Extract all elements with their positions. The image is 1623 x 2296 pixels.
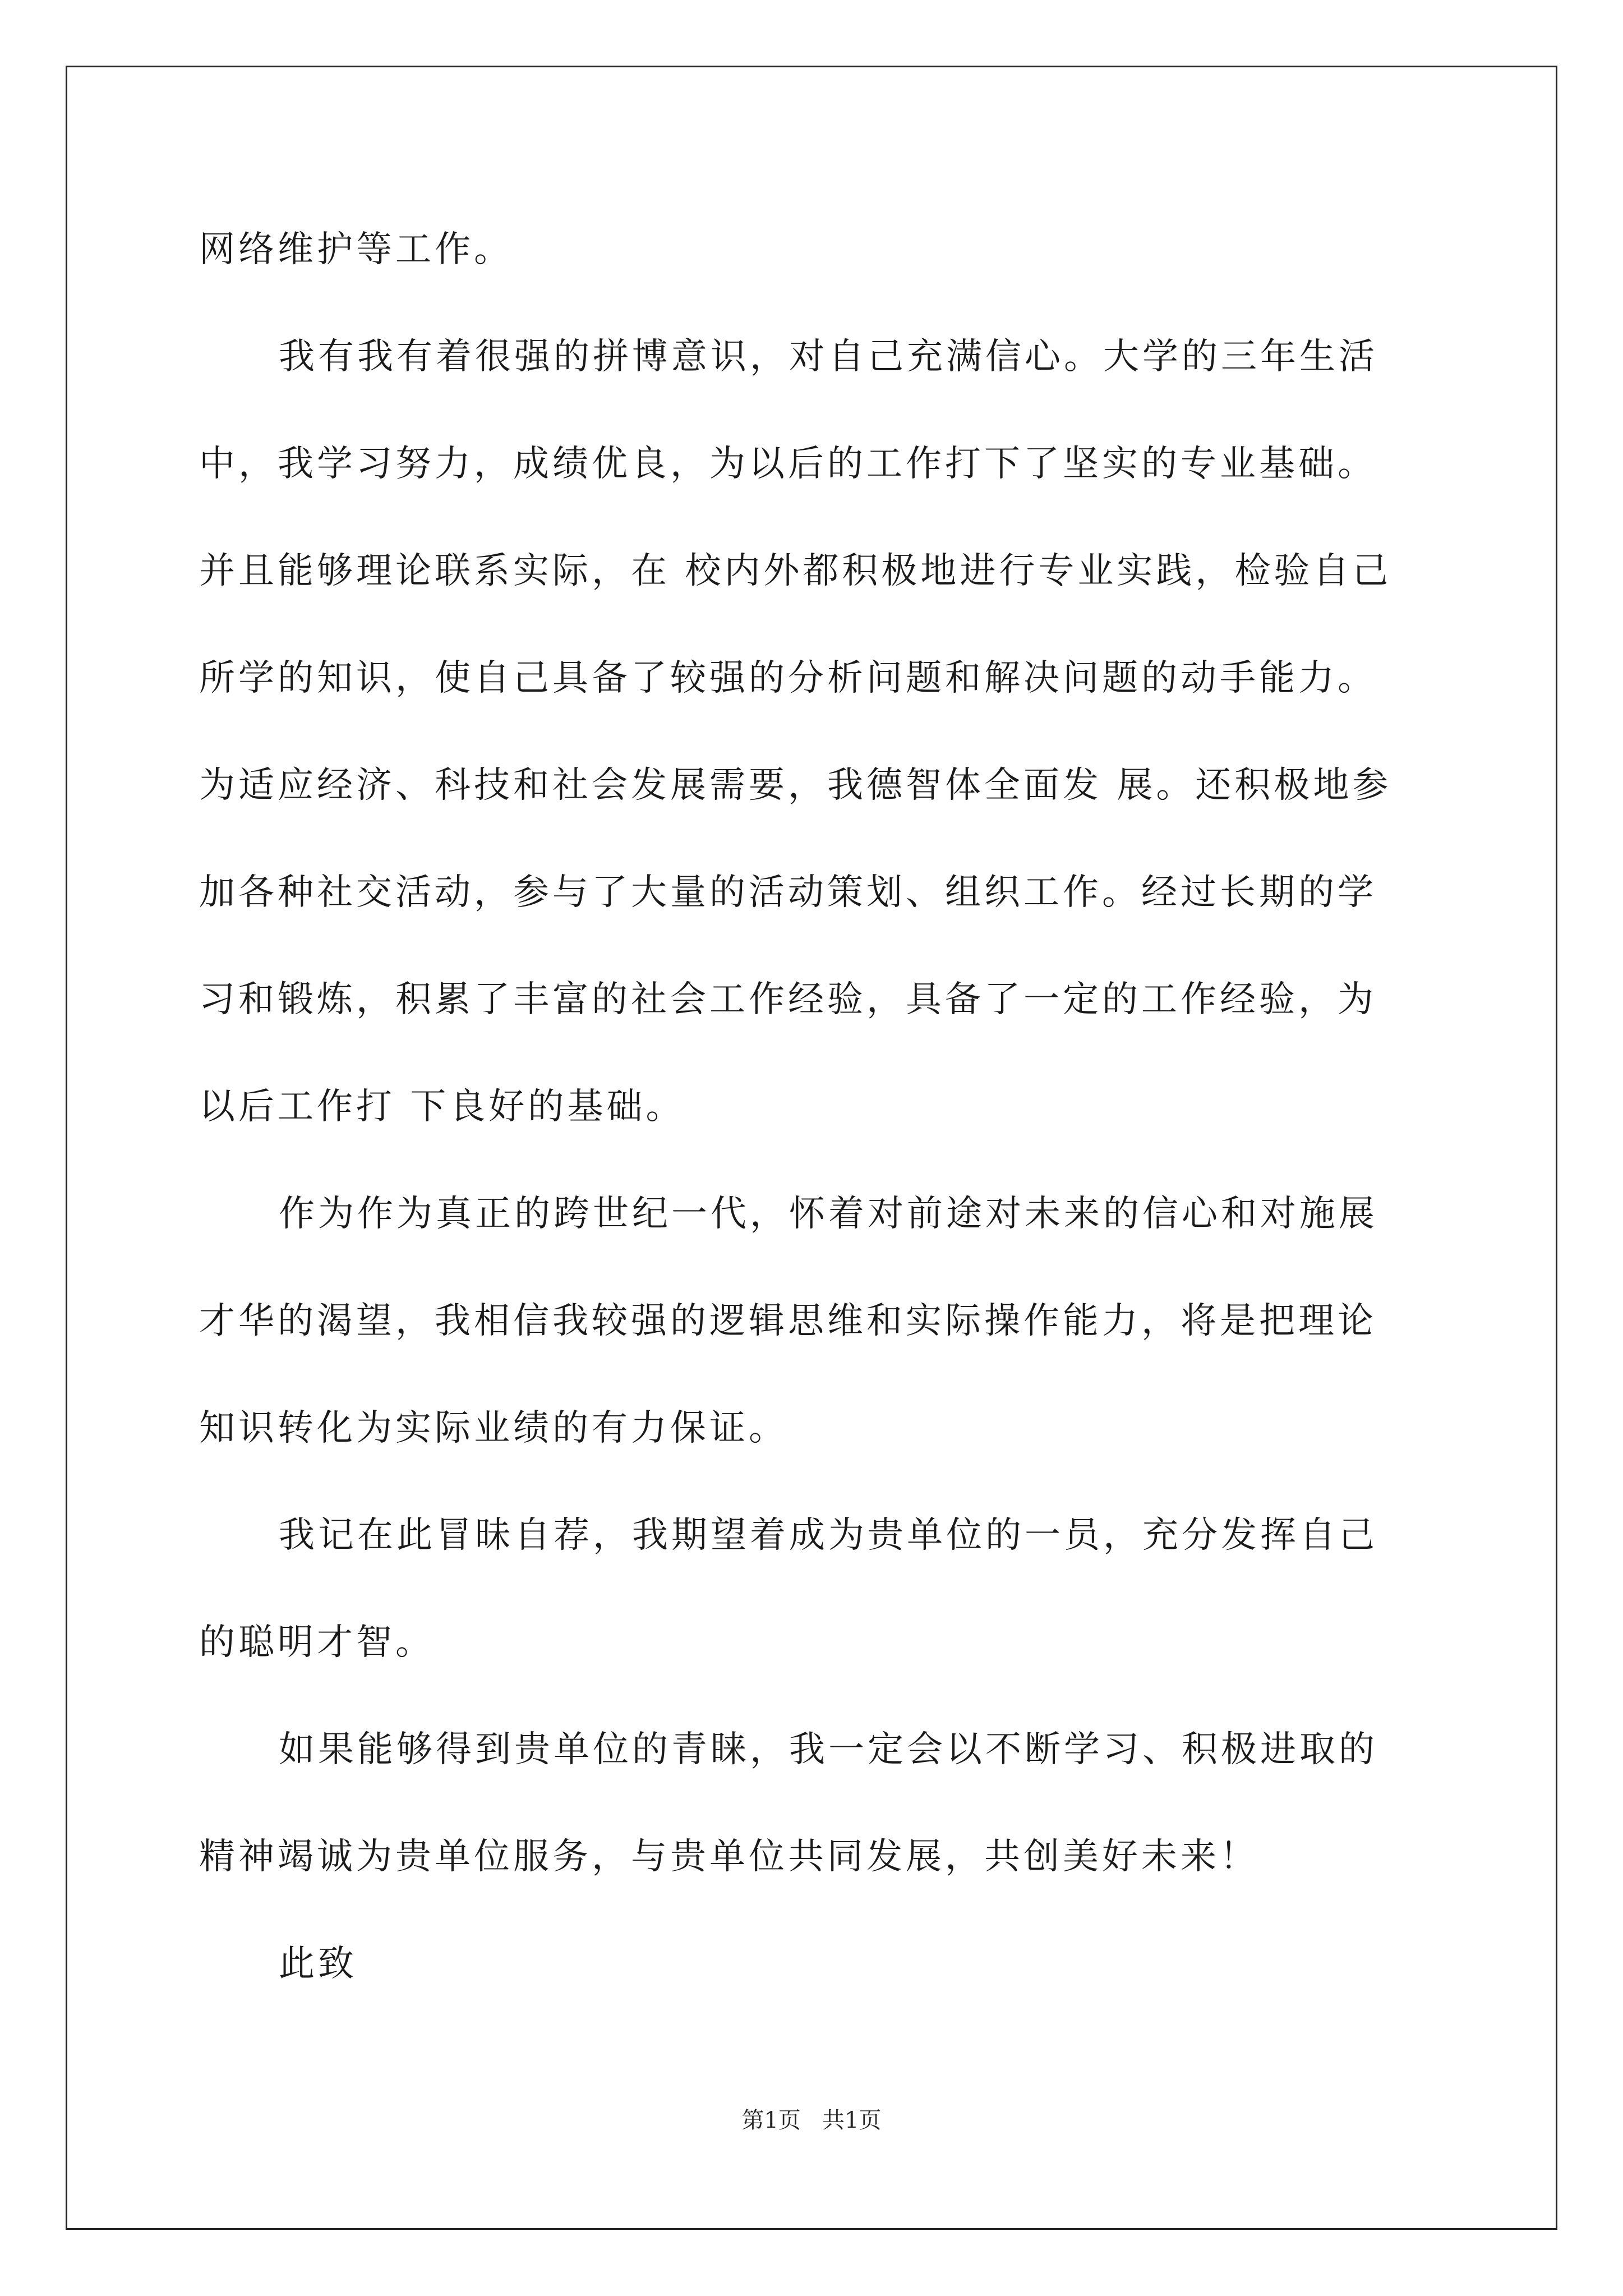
text-line: 为适应经济、科技和社会发展需要，我德智体全面发 展。还积极地参 [199,765,1392,806]
text-line: 以后工作打 下良好的基础。 [199,1086,685,1128]
text-line: 的聪明才智。 [199,1622,435,1663]
salutation-line: 此致 [279,1943,357,1985]
text-line: 知识转化为实际业绩的有力保证。 [199,1407,788,1449]
text-line: 所学的知识，使自己具备了较强的分析问题和解决问题的动手能力。 [199,657,1377,699]
text-line: 才华的渴望，我相信我较强的逻辑思维和实际操作能力，将是把理论 [199,1300,1377,1342]
text-line: 中，我学习努力，成绩优良，为以后的工作打下了坚实的专业基础。 [199,443,1377,485]
paragraph-start-line: 我有我有着很强的拼博意识，对自己充满信心。大学的三年生活 [279,336,1378,378]
paragraph-start-line: 作为作为真正的跨世纪一代，怀着对前途对未来的信心和对施展 [279,1193,1378,1235]
text-line: 网络维护等工作。 [199,229,513,270]
paragraph-start-line: 我记在此冒昧自荐，我期望着成为贵单位的一员，充分发挥自己 [279,1515,1378,1556]
text-line: 并且能够理论联系实际，在 校内外都积极地进行专业实践，检验自己 [199,550,1392,592]
text-line: 精神竭诚为贵单位服务，与贵单位共同发展，共创美好未来！ [199,1836,1259,1878]
text-line: 习和锻炼，积累了丰富的社会工作经验，具备了一定的工作经验，为 [199,979,1377,1020]
paragraph-start-line: 如果能够得到贵单位的青睐，我一定会以不断学习、积极进取的 [279,1729,1378,1770]
page-number-footer: 第1页 共1页 [741,2108,882,2133]
document-body [199,196,1433,2018]
text-line: 加各种社交活动，参与了大量的活动策划、组织工作。经过长期的学 [199,872,1377,913]
